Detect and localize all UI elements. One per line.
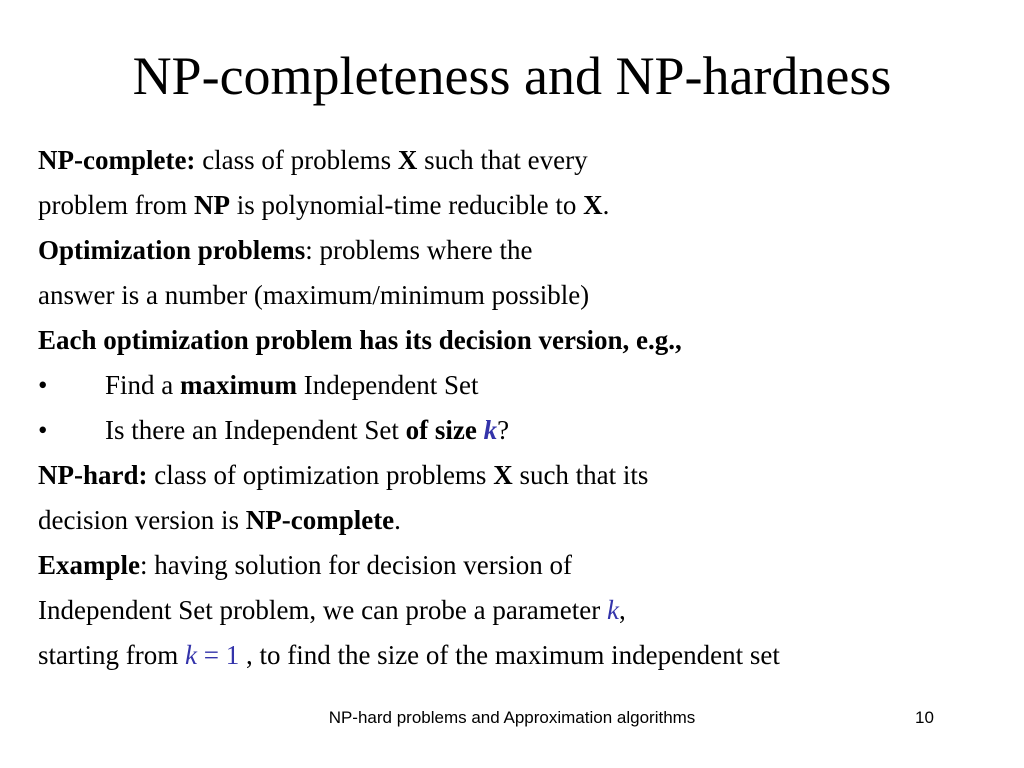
- term-example: Example: [38, 550, 141, 580]
- equals-one: = 1: [196, 640, 240, 670]
- text: class of optimization problems: [147, 460, 494, 490]
- var-x: X: [493, 460, 513, 490]
- text: problem from: [38, 190, 194, 220]
- text: .: [394, 505, 401, 535]
- var-x: X: [583, 190, 603, 220]
- slide-title: NP-completeness and NP-hardness: [132, 46, 892, 106]
- text: , to find the size of the maximum independent set: [239, 640, 780, 670]
- bullet-item-size-k: [38, 408, 1008, 453]
- text: Independent Set: [297, 370, 479, 400]
- text: such that its: [512, 460, 649, 490]
- line-decision-version-heading: [38, 318, 1008, 363]
- text: ,: [619, 595, 626, 625]
- text: Find a: [105, 370, 181, 400]
- bullet-item-max-independent-set: [38, 363, 1008, 408]
- text: answer is a number (maximum/minimum possible): [38, 280, 590, 310]
- line-example: [38, 543, 1008, 588]
- text: is polynomial-time reducible to: [229, 190, 584, 220]
- line-np-hard-definition-cont: [38, 498, 1008, 543]
- text: : having solution for decision version of: [140, 550, 572, 580]
- text: Is there an Independent Set: [105, 415, 406, 445]
- text: ?: [497, 415, 510, 445]
- text: .: [602, 190, 610, 220]
- text: class of problems: [195, 145, 398, 175]
- line-example-cont-2: [38, 633, 1008, 678]
- bullet-icon: •: [38, 370, 48, 400]
- term-optimization-problems: Optimization problems: [38, 235, 306, 265]
- footer-text: NP-hard problems and Approximation algorithms: [328, 708, 696, 727]
- var-k: k: [184, 640, 197, 670]
- text: decision version is: [38, 505, 246, 535]
- term-maximum: maximum: [180, 370, 298, 400]
- line-optimization-problems-cont: [38, 273, 1008, 318]
- var-k: k: [607, 595, 619, 625]
- term-np-hard: NP-hard:: [38, 460, 148, 490]
- text: starting from: [38, 640, 185, 670]
- line-np-complete-definition-cont: [38, 183, 1008, 228]
- text: Independent Set problem, we can probe a parameter: [38, 595, 608, 625]
- bullet-icon: •: [38, 415, 48, 445]
- var-k: k: [483, 415, 498, 445]
- text: such that every: [417, 145, 588, 175]
- line-example-cont-1: [38, 588, 1008, 633]
- page-number: 10: [915, 708, 934, 727]
- var-x: X: [397, 145, 418, 175]
- text-bold: Each optimization problem has its decision version, e.g.,: [38, 325, 682, 355]
- term-np-complete: NP-complete: [245, 505, 395, 535]
- line-np-complete-definition: [38, 138, 1008, 183]
- slide-body: [38, 138, 1008, 678]
- line-optimization-problems: [38, 228, 1008, 273]
- line-np-hard-definition: [38, 453, 1008, 498]
- term-np: NP: [193, 190, 230, 220]
- text: : problems where the: [305, 235, 533, 265]
- term-np-complete: NP-complete:: [38, 145, 196, 175]
- term-of-size: of size: [405, 415, 484, 445]
